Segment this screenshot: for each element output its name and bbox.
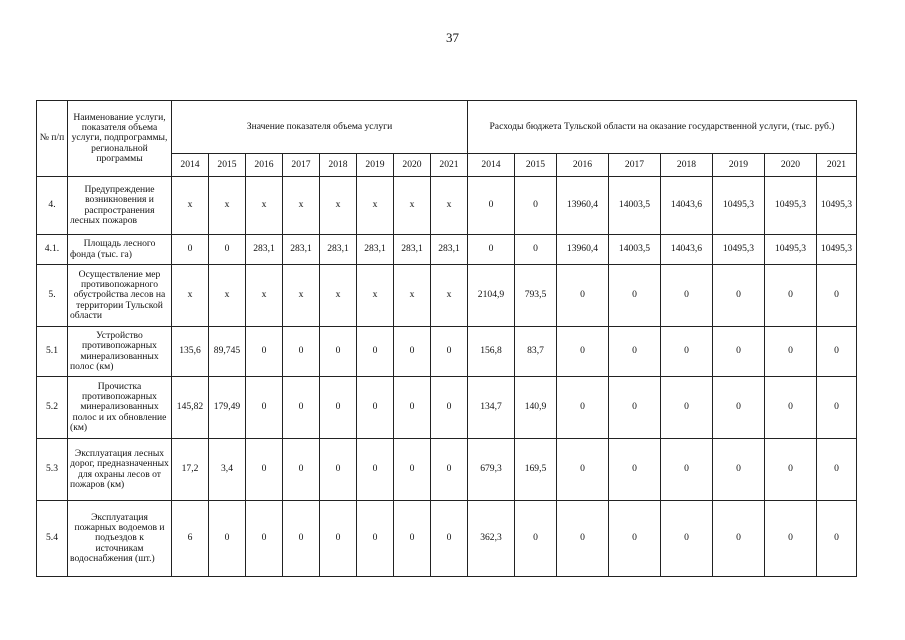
volume-cell: 0 — [431, 377, 468, 439]
budget-cell: 0 — [609, 327, 661, 377]
volume-cell: 0 — [320, 377, 357, 439]
header-budget: Расходы бюджета Тульской области на оказание государственной услуги, (тыс. руб.) — [468, 101, 857, 154]
row-name: Площадь лесного фонда (тыс. га) — [68, 235, 172, 265]
volume-year-header: 2018 — [320, 154, 357, 177]
budget-cell: 0 — [661, 265, 713, 327]
volume-cell: 0 — [357, 439, 394, 501]
volume-cell: 0 — [209, 235, 246, 265]
service-indicator-table — [36, 100, 857, 577]
volume-cell: x — [283, 177, 320, 235]
budget-cell: 0 — [609, 439, 661, 501]
volume-year-header: 2017 — [283, 154, 320, 177]
budget-cell: 0 — [609, 377, 661, 439]
volume-cell: x — [357, 265, 394, 327]
volume-cell: 283,1 — [357, 235, 394, 265]
volume-year-header: 2014 — [172, 154, 209, 177]
volume-cell: x — [172, 177, 209, 235]
budget-cell: 0 — [515, 235, 557, 265]
budget-year-header: 2021 — [817, 154, 857, 177]
budget-cell: 134,7 — [468, 377, 515, 439]
budget-cell: 0 — [515, 177, 557, 235]
budget-cell: 0 — [817, 501, 857, 577]
volume-cell: 0 — [431, 327, 468, 377]
budget-cell: 0 — [468, 235, 515, 265]
volume-cell: 0 — [283, 377, 320, 439]
budget-cell: 679,3 — [468, 439, 515, 501]
budget-cell: 0 — [557, 501, 609, 577]
budget-cell: 362,3 — [468, 501, 515, 577]
budget-cell: 156,8 — [468, 327, 515, 377]
volume-cell: 283,1 — [394, 235, 431, 265]
volume-cell: x — [431, 177, 468, 235]
budget-year-header: 2016 — [557, 154, 609, 177]
volume-cell: x — [320, 177, 357, 235]
volume-cell: x — [209, 177, 246, 235]
volume-cell: 0 — [394, 501, 431, 577]
table-row — [37, 177, 857, 235]
budget-cell: 13960,4 — [557, 235, 609, 265]
budget-cell: 10495,3 — [713, 235, 765, 265]
volume-cell: x — [172, 265, 209, 327]
budget-cell: 0 — [557, 439, 609, 501]
volume-cell: 0 — [246, 327, 283, 377]
budget-cell: 14003,5 — [609, 177, 661, 235]
volume-cell: 0 — [172, 235, 209, 265]
row-name: Прочистка противопожарных минерализованных полос и их обновление (км) — [68, 377, 172, 439]
budget-cell: 169,5 — [515, 439, 557, 501]
budget-cell: 0 — [817, 439, 857, 501]
header-volume: Значение показателя объема услуги — [172, 101, 468, 154]
volume-cell: x — [246, 177, 283, 235]
budget-cell: 0 — [713, 439, 765, 501]
volume-cell: 145,82 — [172, 377, 209, 439]
page-number: 37 — [446, 30, 459, 45]
volume-cell: 6 — [172, 501, 209, 577]
row-number: 5.1 — [37, 327, 68, 377]
header-number: № п/п — [37, 101, 68, 177]
budget-cell: 0 — [765, 501, 817, 577]
row-name: Осуществление мер противопожарного обустройства лесов на территории Тульской области — [68, 265, 172, 327]
header-name: Наименование услуги, показателя объема услуги, подпрограммы, региональной программы — [68, 101, 172, 177]
volume-year-header: 2019 — [357, 154, 394, 177]
volume-cell: 0 — [394, 377, 431, 439]
budget-cell: 0 — [765, 265, 817, 327]
budget-cell: 10495,3 — [817, 235, 857, 265]
volume-cell: x — [209, 265, 246, 327]
volume-cell: 0 — [394, 439, 431, 501]
budget-cell: 0 — [765, 377, 817, 439]
volume-cell: 0 — [283, 327, 320, 377]
volume-cell: 0 — [320, 327, 357, 377]
budget-cell: 0 — [713, 265, 765, 327]
volume-cell: x — [320, 265, 357, 327]
volume-year-header: 2020 — [394, 154, 431, 177]
volume-cell: 283,1 — [246, 235, 283, 265]
volume-cell: 0 — [320, 501, 357, 577]
volume-cell: 0 — [320, 439, 357, 501]
row-number: 4.1. — [37, 235, 68, 265]
volume-cell: 179,49 — [209, 377, 246, 439]
row-number: 5.4 — [37, 501, 68, 577]
budget-year-header: 2020 — [765, 154, 817, 177]
budget-cell: 0 — [661, 439, 713, 501]
budget-year-header: 2017 — [609, 154, 661, 177]
budget-cell: 0 — [765, 327, 817, 377]
row-name: Эксплуатация лесных дорог, предназначенных для охраны лесов от пожаров (км) — [68, 439, 172, 501]
budget-cell: 0 — [661, 501, 713, 577]
volume-cell: x — [431, 265, 468, 327]
volume-cell: 0 — [209, 501, 246, 577]
budget-cell: 10495,3 — [765, 235, 817, 265]
volume-cell: 0 — [431, 439, 468, 501]
volume-cell: 0 — [431, 501, 468, 577]
volume-cell: 0 — [394, 327, 431, 377]
row-number: 4. — [37, 177, 68, 235]
table-row — [37, 439, 857, 501]
volume-cell: 0 — [283, 439, 320, 501]
row-name: Устройство противопожарных минерализованных полос (км) — [68, 327, 172, 377]
budget-year-header: 2015 — [515, 154, 557, 177]
table-body — [37, 177, 857, 577]
volume-cell: 135,6 — [172, 327, 209, 377]
table-row — [37, 501, 857, 577]
budget-cell: 0 — [713, 501, 765, 577]
volume-cell: 283,1 — [320, 235, 357, 265]
volume-cell: 0 — [357, 377, 394, 439]
table-row — [37, 327, 857, 377]
budget-cell: 14043,6 — [661, 235, 713, 265]
volume-cell: x — [283, 265, 320, 327]
budget-cell: 0 — [661, 327, 713, 377]
volume-cell: 283,1 — [431, 235, 468, 265]
budget-cell: 0 — [557, 377, 609, 439]
budget-cell: 0 — [468, 177, 515, 235]
budget-cell: 0 — [515, 501, 557, 577]
volume-cell: 283,1 — [283, 235, 320, 265]
budget-cell: 83,7 — [515, 327, 557, 377]
budget-cell: 0 — [817, 327, 857, 377]
volume-cell: 17,2 — [172, 439, 209, 501]
volume-cell: 0 — [246, 377, 283, 439]
row-name: Эксплуатация пожарных водоемов и подъездов к источникам водоснабжения (шт.) — [68, 501, 172, 577]
volume-cell: x — [394, 265, 431, 327]
budget-cell: 793,5 — [515, 265, 557, 327]
volume-cell: 0 — [283, 501, 320, 577]
volume-cell: x — [357, 177, 394, 235]
budget-year-header: 2019 — [713, 154, 765, 177]
row-number: 5. — [37, 265, 68, 327]
row-number: 5.3 — [37, 439, 68, 501]
row-name: Предупреждение возникновения и распространения лесных пожаров — [68, 177, 172, 235]
budget-cell: 0 — [765, 439, 817, 501]
budget-cell: 140,9 — [515, 377, 557, 439]
table-row — [37, 235, 857, 265]
volume-year-header: 2021 — [431, 154, 468, 177]
volume-cell: 89,745 — [209, 327, 246, 377]
volume-cell: 3,4 — [209, 439, 246, 501]
budget-cell: 0 — [817, 265, 857, 327]
budget-cell: 0 — [557, 327, 609, 377]
volume-cell: 0 — [357, 501, 394, 577]
budget-cell: 0 — [817, 377, 857, 439]
budget-cell: 10495,3 — [765, 177, 817, 235]
row-number: 5.2 — [37, 377, 68, 439]
volume-cell: x — [394, 177, 431, 235]
budget-cell: 0 — [609, 265, 661, 327]
budget-cell: 14043,6 — [661, 177, 713, 235]
table-row — [37, 265, 857, 327]
budget-cell: 0 — [713, 377, 765, 439]
budget-year-header: 2018 — [661, 154, 713, 177]
budget-cell: 0 — [609, 501, 661, 577]
budget-cell: 2104,9 — [468, 265, 515, 327]
volume-cell: 0 — [357, 327, 394, 377]
volume-year-header: 2016 — [246, 154, 283, 177]
volume-cell: 0 — [246, 439, 283, 501]
budget-cell: 10495,3 — [817, 177, 857, 235]
budget-year-header: 2014 — [468, 154, 515, 177]
budget-cell: 0 — [557, 265, 609, 327]
budget-cell: 13960,4 — [557, 177, 609, 235]
table-row — [37, 377, 857, 439]
budget-cell: 14003,5 — [609, 235, 661, 265]
budget-cell: 0 — [661, 377, 713, 439]
budget-cell: 10495,3 — [713, 177, 765, 235]
budget-cell: 0 — [713, 327, 765, 377]
volume-year-header: 2015 — [209, 154, 246, 177]
volume-cell: 0 — [246, 501, 283, 577]
volume-cell: x — [246, 265, 283, 327]
